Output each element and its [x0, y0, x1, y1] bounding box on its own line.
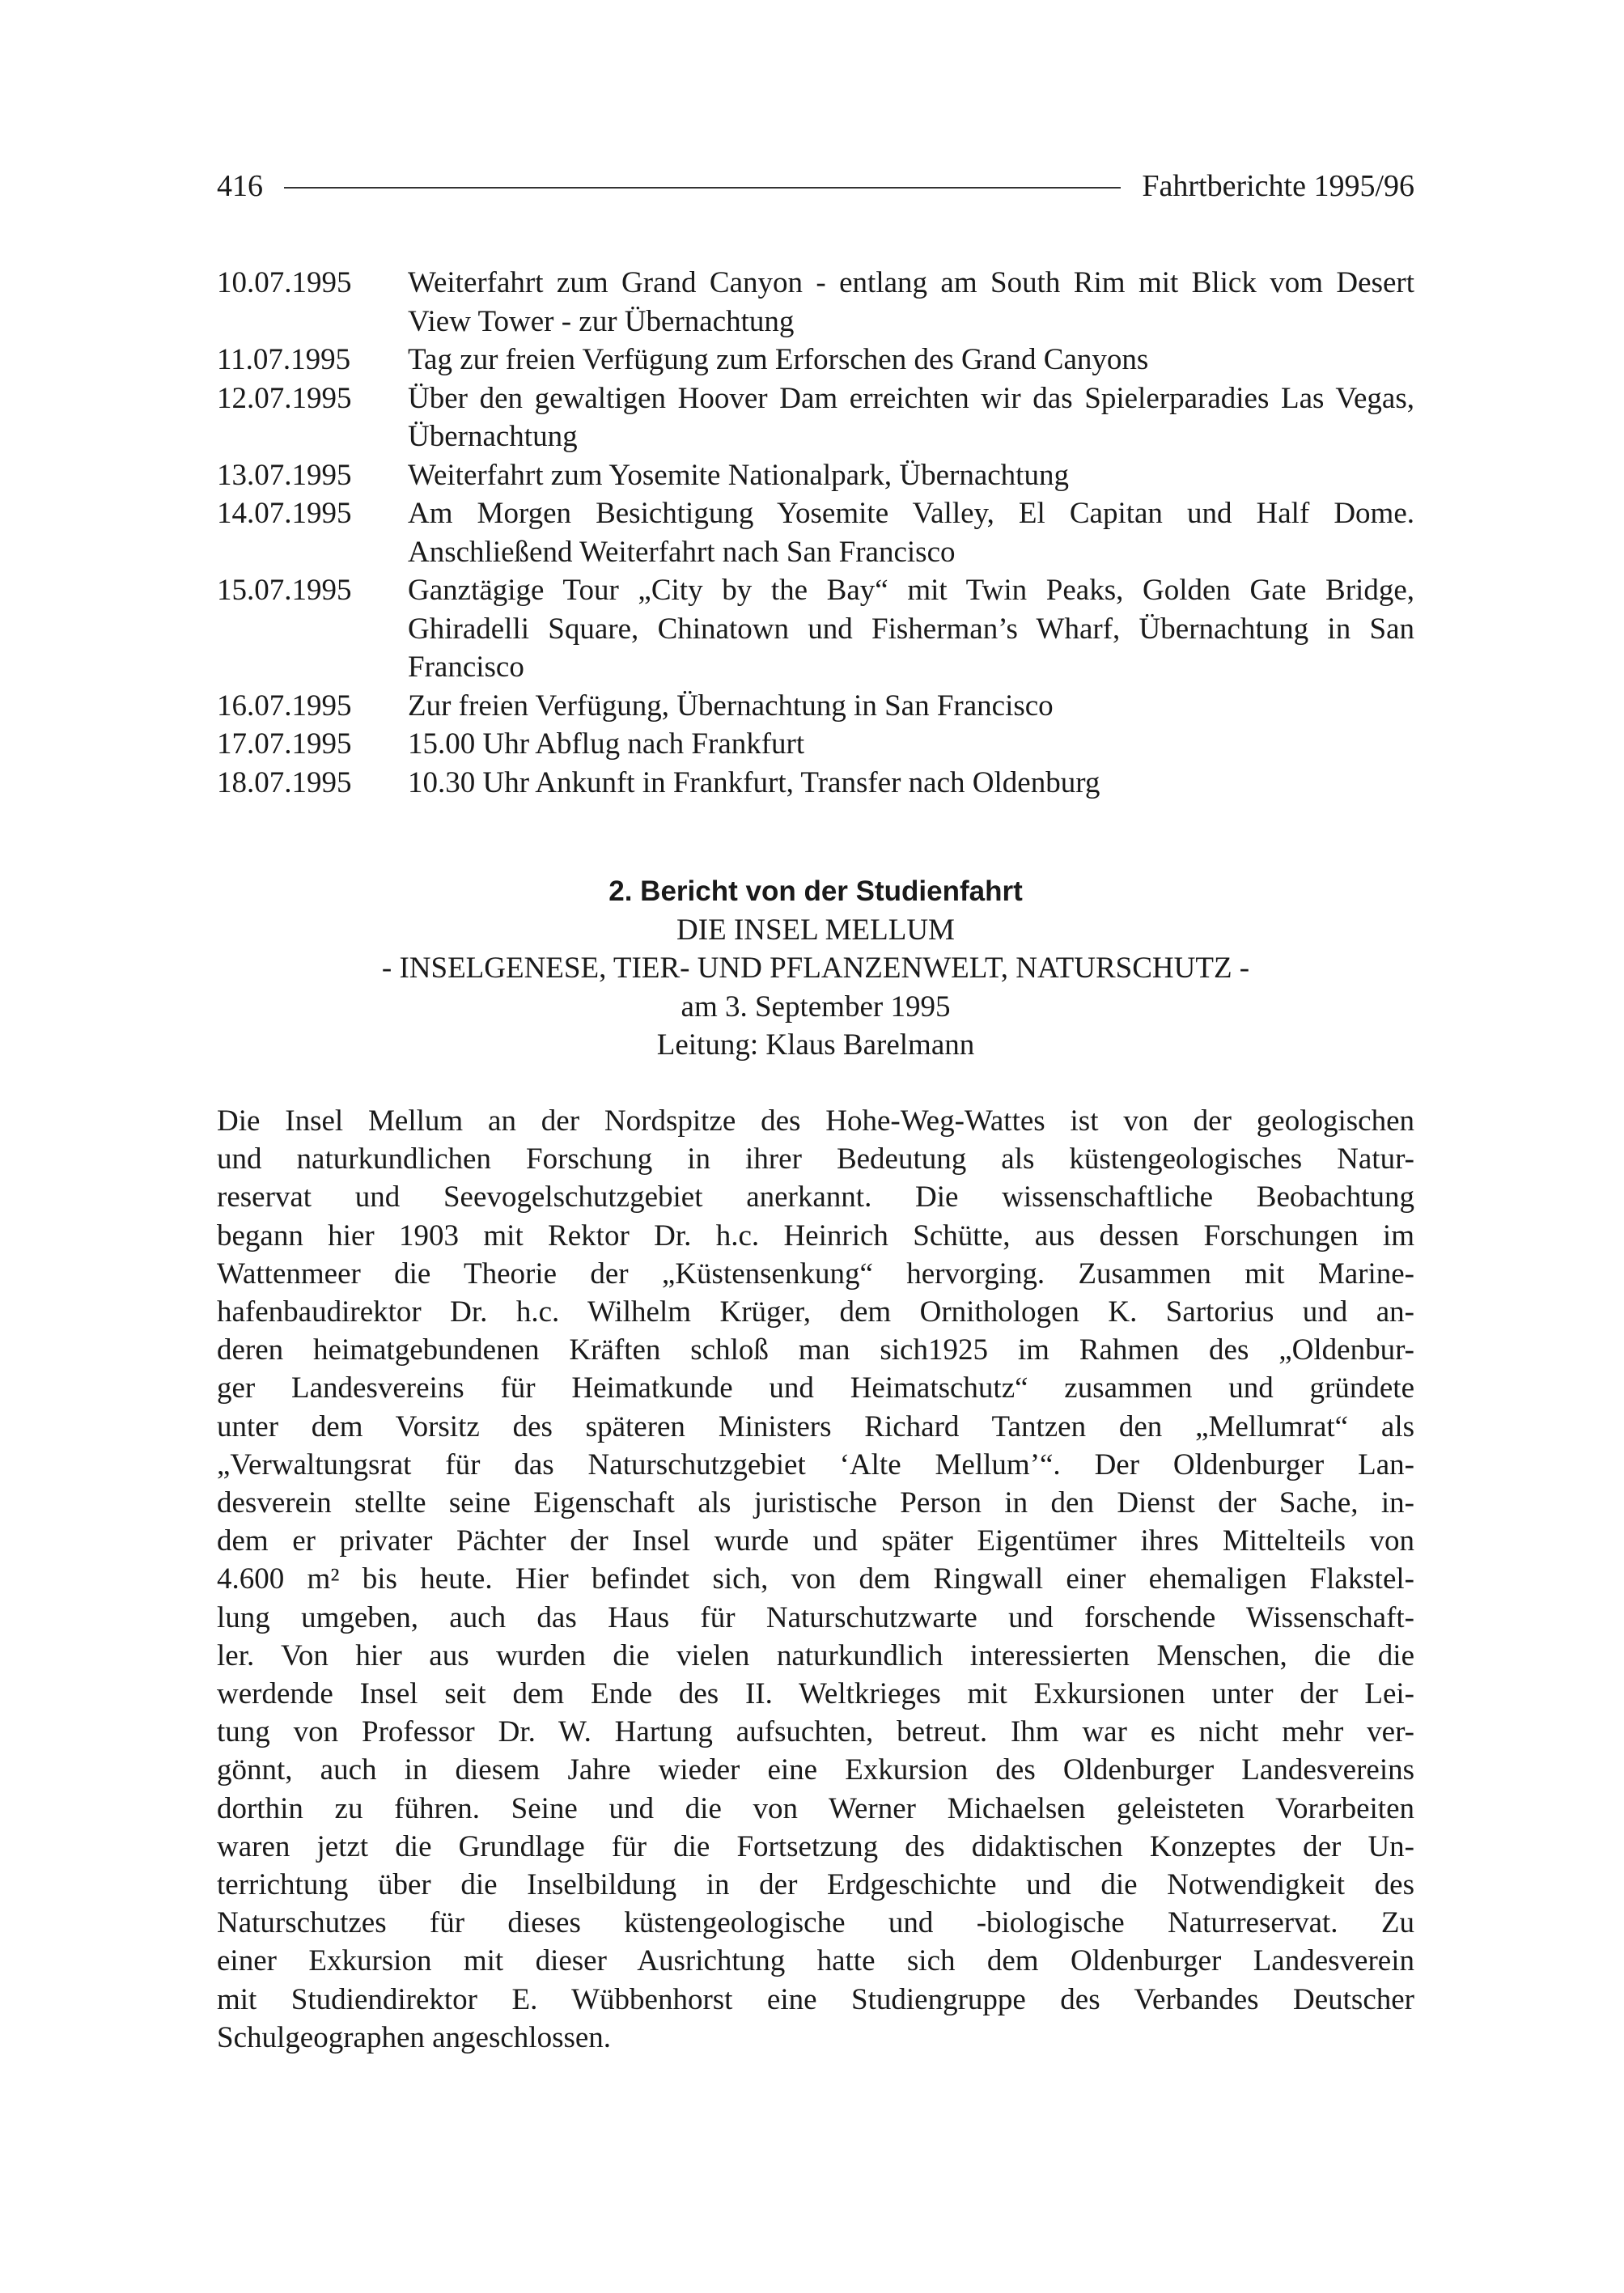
- itinerary-row: [217, 456, 1414, 495]
- itinerary-date: 14.07.1995: [217, 497, 352, 530]
- body-line: gönnt, auch in diesem Jahre wieder eine Exkursion des Oldenburger Landesvereins: [217, 1753, 1414, 1787]
- itinerary-date: 18.07.1995: [217, 765, 352, 799]
- body-line: waren jetzt die Grundlage für die Fortsetzung des didaktischen Konzeptes der Un-: [217, 1829, 1414, 1863]
- document-page: [217, 0, 1414, 2293]
- itinerary-row: [217, 687, 1414, 726]
- itinerary-text: 15.00 Uhr Abflug nach Frankfurt: [408, 727, 805, 761]
- itinerary-text: 10.30 Uhr Ankunft in Frankfurt, Transfer nach Oldenburg: [408, 765, 1100, 799]
- section-topics: - INSELGENESE, TIER- UND PFLANZENWELT, NATURSCHUTZ -: [381, 952, 1250, 985]
- itinerary-row: [217, 764, 1414, 803]
- itinerary-row: [217, 341, 1414, 379]
- itinerary-date: 10.07.1995: [217, 266, 352, 299]
- itinerary-date: 12.07.1995: [217, 381, 352, 415]
- section-heading: [217, 872, 1414, 1065]
- body-line: Die Insel Mellum an der Nordspitze des Hohe-Weg-Wattes ist von der geologischen: [217, 1104, 1414, 1138]
- itinerary-text: Tag zur freien Verfügung zum Erforschen des Grand Canyons: [408, 343, 1149, 376]
- itinerary-date: 13.07.1995: [217, 458, 352, 492]
- itinerary-text: Am Morgen Besichtigung Yosemite Valley, El Capitan und Half Dome. Anschließend Weiterfahrt nach San Francisco: [408, 497, 1414, 569]
- running-title: Fahrtberichte 1995/96: [1142, 169, 1414, 203]
- body-line: terrichtung über die Inselbildung in der Erdgeschichte und die Notwendigkeit des: [217, 1868, 1414, 1902]
- itinerary-row: [217, 571, 1414, 687]
- body-line: ler. Von hier aus wurden die vielen naturkundlich interessierten Menschen, die die: [217, 1638, 1414, 1672]
- itinerary-date: 16.07.1995: [217, 689, 352, 723]
- section-leader: Leitung: Klaus Barelmann: [656, 1028, 975, 1062]
- itinerary-row: [217, 494, 1414, 571]
- section-title: 2. Bericht von der Studienfahrt: [608, 875, 1023, 907]
- running-header: [217, 163, 1414, 209]
- itinerary-text: Weiterfahrt zum Grand Canyon - entlang am South Rim mit Blick vom Desert View Tower - zur Übernachtung: [408, 266, 1414, 338]
- body-line: begann hier 1903 mit Rektor Dr. h.c. Heinrich Schütte, aus dessen Forschungen im: [217, 1219, 1414, 1252]
- body-line: Wattenmeer die Theorie der „Küstensenkung“ hervorging. Zusammen mit Marine-: [217, 1257, 1414, 1291]
- body-line: hafenbaudirektor Dr. h.c. Wilhelm Krüger, dem Ornithologen K. Sartorius und an-: [217, 1295, 1414, 1329]
- itinerary-row: [217, 264, 1414, 341]
- body-line: dem er privater Pächter der Insel wurde und später Eigentümer ihres Mittelteils von: [217, 1524, 1414, 1558]
- body-paragraph: [217, 1102, 1414, 2057]
- itinerary-date: 17.07.1995: [217, 727, 352, 761]
- body-line: deren heimatgebundenen Kräften schloß man sich1925 im Rahmen des „Oldenbur-: [217, 1333, 1414, 1367]
- body-line: „Verwaltungsrat für das Naturschutzgebiet ‘Alte Mellum’“. Der Oldenburger Lan-: [217, 1447, 1414, 1481]
- itinerary-row: [217, 725, 1414, 764]
- itinerary-text: Über den gewaltigen Hoover Dam erreichten wir das Spielerparadies Las Vegas, Übernachtung: [408, 381, 1414, 453]
- body-line: und naturkundlichen Forschung in ihrer Bedeutung als küstengeologisches Natur-: [217, 1142, 1414, 1176]
- body-line: dorthin zu führen. Seine und die von Werner Michaelsen geleisteten Vorarbeiten: [217, 1791, 1414, 1825]
- body-line: Schulgeographen angeschlossen.: [217, 2020, 612, 2054]
- body-line: unter dem Vorsitz des späteren Ministers Richard Tantzen den „Mellumrat“ als: [217, 1409, 1414, 1443]
- body-line: reservat und Seevogelschutzgebiet anerkannt. Die wissenschaftliche Beobachtung: [217, 1180, 1414, 1214]
- itinerary-row: [217, 379, 1414, 456]
- itinerary-text: Zur freien Verfügung, Übernachtung in San Francisco: [408, 689, 1054, 723]
- body-line: tung von Professor Dr. W. Hartung aufsuchten, betreut. Ihm war es nicht mehr ver-: [217, 1715, 1414, 1749]
- section-subtitle: DIE INSEL MELLUM: [676, 913, 955, 947]
- itinerary-date: 11.07.1995: [217, 343, 351, 376]
- header-rule: [284, 187, 1121, 189]
- itinerary-list: [217, 264, 1414, 802]
- body-line: ger Landesvereins für Heimatkunde und Heimatschutz“ zusammen und gründete: [217, 1371, 1414, 1405]
- itinerary-text: Weiterfahrt zum Yosemite Nationalpark, Übernachtung: [408, 458, 1069, 492]
- body-line: 4.600 m² bis heute. Hier befindet sich, von dem Ringwall einer ehemaligen Flakstel-: [217, 1562, 1414, 1596]
- itinerary-date: 15.07.1995: [217, 574, 352, 607]
- body-line: werdende Insel seit dem Ende des II. Weltkrieges mit Exkursionen unter der Lei-: [217, 1677, 1414, 1711]
- section-date: am 3. September 1995: [681, 990, 951, 1024]
- body-line: lung umgeben, auch das Haus für Naturschutzwarte und forschende Wissenschaft-: [217, 1600, 1414, 1634]
- body-line: Naturschutzes für dieses küstengeologische und -biologische Naturreservat. Zu: [217, 1906, 1414, 1940]
- body-line: einer Exkursion mit dieser Ausrichtung hatte sich dem Oldenburger Landesverein: [217, 1944, 1414, 1978]
- page-number: 416: [217, 169, 263, 203]
- body-line: mit Studiendirektor E. Wübbenhorst eine Studiengruppe des Verbandes Deutscher: [217, 1982, 1414, 2016]
- body-line: desverein stellte seine Eigenschaft als juristische Person in den Dienst der Sache, in-: [217, 1486, 1414, 1520]
- itinerary-text: Ganztägige Tour „City by the Bay“ mit Twin Peaks, Golden Gate Bridge, Ghiradelli Square, Chinatown und Fisherman’s Wharf, Übernachtung in San Francisco: [408, 574, 1414, 684]
